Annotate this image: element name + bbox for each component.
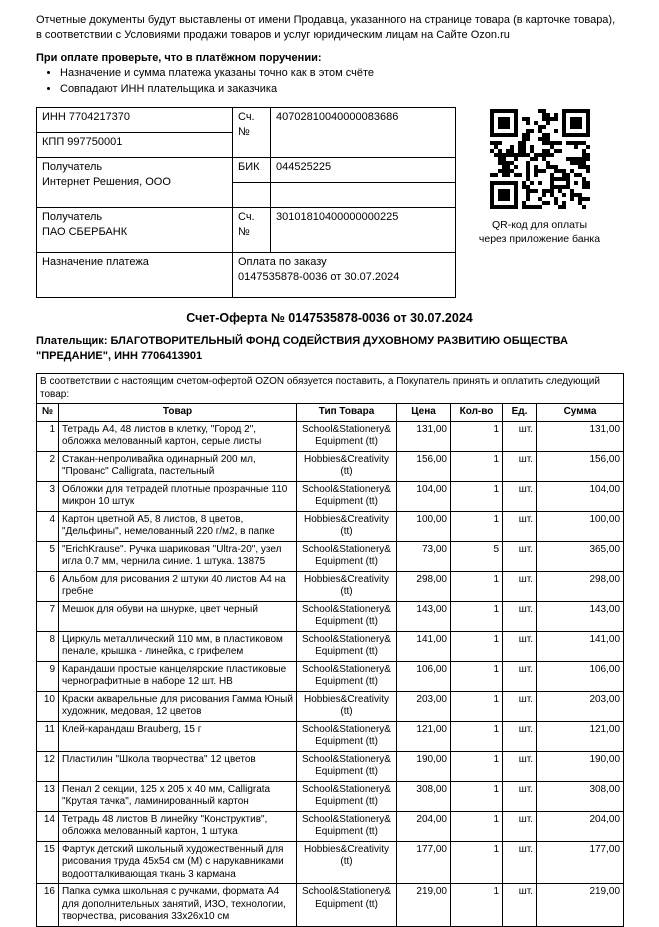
product-price-cell: 106,00 — [397, 661, 451, 691]
purpose-value — [233, 253, 456, 298]
product-sum-cell: 156,00 — [537, 451, 624, 481]
product-num-cell: 13 — [37, 781, 59, 811]
product-num-cell: 16 — [37, 884, 59, 927]
product-unit-cell: шт. — [503, 541, 537, 571]
product-sum-cell: 308,00 — [537, 781, 624, 811]
qr-caption-line-1: QR-код для оплаты — [491, 219, 588, 232]
product-unit-cell: шт. — [503, 691, 537, 721]
products-header-row — [37, 404, 624, 422]
product-num-cell: 8 — [37, 631, 59, 661]
product-sum-cell: 177,00 — [537, 841, 624, 884]
product-price-cell: 156,00 — [397, 451, 451, 481]
payee-inn: ИНН 7704217370 — [37, 108, 233, 133]
product-num-cell: 1 — [37, 421, 59, 451]
bank-details-section — [36, 107, 623, 298]
product-row — [37, 511, 624, 541]
product-type-cell: School&Stationery& Equipment (tt) — [297, 631, 397, 661]
product-row — [37, 601, 624, 631]
product-unit-cell: шт. — [503, 631, 537, 661]
product-qty-cell: 1 — [451, 451, 503, 481]
qr-code-image — [490, 109, 590, 209]
product-name-cell: Обложки для тетрадей плотные прозрачные 110 микрон 10 штук — [59, 481, 297, 511]
product-sum-cell: 106,00 — [537, 661, 624, 691]
check-item: • Совпадают ИНН плательщика и заказчика — [60, 82, 623, 97]
product-price-cell: 204,00 — [397, 811, 451, 841]
product-unit-cell: шт. — [503, 481, 537, 511]
product-num-cell: 12 — [37, 751, 59, 781]
product-name-cell: Клей-карандаш Brauberg, 15 г — [59, 721, 297, 751]
product-num-cell: 5 — [37, 541, 59, 571]
product-row — [37, 541, 624, 571]
product-unit-cell: шт. — [503, 661, 537, 691]
col-unit: Ед. — [503, 404, 537, 422]
recipient-cell — [37, 158, 233, 208]
bank-details-table — [36, 107, 456, 298]
product-num-cell: 6 — [37, 571, 59, 601]
product-unit-cell: шт. — [503, 781, 537, 811]
product-row — [37, 781, 624, 811]
product-sum-cell: 365,00 — [537, 541, 624, 571]
product-name-cell: Пенал 2 секции, 125 х 205 х 40 мм, Calligrata "Крутая тачка", ламинированный картон — [59, 781, 297, 811]
product-num-cell: 15 — [37, 841, 59, 884]
product-type-cell: School&Stationery& Equipment (tt) — [297, 481, 397, 511]
product-qty-cell: 1 — [451, 511, 503, 541]
product-qty-cell: 1 — [451, 571, 503, 601]
product-unit-cell: шт. — [503, 511, 537, 541]
product-unit-cell: шт. — [503, 811, 537, 841]
product-sum-cell: 298,00 — [537, 571, 624, 601]
product-sum-cell: 143,00 — [537, 601, 624, 631]
payment-check-list — [36, 66, 623, 97]
qr-caption-line-2: через приложение банка — [478, 233, 601, 246]
col-product-type: Тип Товара — [297, 404, 397, 422]
product-price-cell: 104,00 — [397, 481, 451, 511]
product-price-cell: 131,00 — [397, 421, 451, 451]
product-num-cell: 3 — [37, 481, 59, 511]
purpose-label: Назначение платежа — [37, 253, 233, 298]
product-num-cell: 10 — [37, 691, 59, 721]
product-qty-cell: 1 — [451, 781, 503, 811]
recipient-name: Интернет Решения, ООО — [42, 175, 171, 188]
product-sum-cell: 203,00 — [537, 691, 624, 721]
product-type-cell: School&Stationery& Equipment (tt) — [297, 811, 397, 841]
product-price-cell: 141,00 — [397, 631, 451, 661]
product-price-cell: 121,00 — [397, 721, 451, 751]
product-type-cell: School&Stationery& Equipment (tt) — [297, 721, 397, 751]
product-price-cell: 177,00 — [397, 841, 451, 884]
product-num-cell: 9 — [37, 661, 59, 691]
product-table-body — [37, 421, 624, 926]
qr-code — [490, 109, 590, 209]
account-number-1: 40702810040000083686 — [271, 108, 456, 158]
col-product: Товар — [59, 404, 297, 422]
product-unit-cell: шт. — [503, 841, 537, 884]
product-qty-cell: 1 — [451, 661, 503, 691]
product-row — [37, 691, 624, 721]
recipient-bank-label: Получатель — [42, 211, 103, 224]
product-name-cell: "ErichKrause". Ручка шариковая "Ultra-20", узел игла 0.7 мм, чернила синие. 1 штука. 13875 — [59, 541, 297, 571]
check-item: • Назначение и сумма платежа указаны точно как в этом счёте — [60, 66, 623, 81]
product-num-cell: 7 — [37, 601, 59, 631]
product-qty-cell: 1 — [451, 481, 503, 511]
product-price-cell: 73,00 — [397, 541, 451, 571]
product-price-cell: 298,00 — [397, 571, 451, 601]
product-qty-cell: 5 — [451, 541, 503, 571]
col-number: № — [37, 404, 59, 422]
product-price-cell: 308,00 — [397, 781, 451, 811]
product-row — [37, 661, 624, 691]
product-type-cell: School&Stationery& Equipment (tt) — [297, 541, 397, 571]
product-row — [37, 884, 624, 927]
product-row — [37, 571, 624, 601]
product-name-cell: Циркуль металлический 110 мм, в пластиковом пенале, крышка - линейка, с грифелем — [59, 631, 297, 661]
payment-check-title: При оплате проверьте, что в платёжном поручении: — [36, 51, 322, 64]
product-row — [37, 751, 624, 781]
product-name-cell: Стакан-непроливайка одинарный 200 мл, "Прованс" Calligrata, пастельный — [59, 451, 297, 481]
product-type-cell: School&Stationery& Equipment (tt) — [297, 421, 397, 451]
invoice-title: Счет-Оферта № 0147535878-0036 от 30.07.2024 — [186, 311, 473, 326]
product-qty-cell: 1 — [451, 811, 503, 841]
product-name-cell: Картон цветной А5, 8 листов, 8 цветов, "Дельфины", немелованный 220 г/м2, в папке — [59, 511, 297, 541]
products-table — [36, 373, 624, 927]
account-number-2: 30101810400000000225 — [271, 208, 456, 253]
product-name-cell: Тетрадь 48 листов В линейку "Конструктив", обложка мелованный картон, 1 штука — [59, 811, 297, 841]
product-qty-cell: 1 — [451, 841, 503, 884]
product-unit-cell: шт. — [503, 751, 537, 781]
bik-label: БИК — [233, 158, 271, 183]
product-name-cell: Альбом для рисования 2 штуки 40 листов А4 на гребне — [59, 571, 297, 601]
empty-cell — [271, 183, 456, 208]
product-type-cell: Hobbies&Creativity (tt) — [297, 571, 397, 601]
purpose-line-1: Оплата по заказу — [238, 256, 327, 269]
product-row — [37, 841, 624, 884]
products-table-head — [37, 374, 624, 422]
product-qty-cell: 1 — [451, 421, 503, 451]
product-type-cell: Hobbies&Creativity (tt) — [297, 451, 397, 481]
intro-paragraph: Отчетные документы будут выставлены от имени Продавца, указанного на странице товара (в карточке товара), в соответствии с Условиями продажи товаров и услуг юридическим лицам на Сайте Ozon.ru — [36, 14, 616, 41]
product-type-cell: Hobbies&Creativity (tt) — [297, 691, 397, 721]
product-num-cell: 11 — [37, 721, 59, 751]
product-name-cell: Фартук детский школьный художественный для рисования труда 45х54 см (М) с нарукавниками водоотталкивающая ткань 3 кармана — [59, 841, 297, 884]
product-row — [37, 721, 624, 751]
empty-cell — [233, 183, 271, 208]
payee-kpp: КПП 997750001 — [37, 133, 233, 158]
payer-line: Плательщик: БЛАГОТВОРИТЕЛЬНЫЙ ФОНД СОДЕЙСТВИЯ ДУХОВНОМУ РАЗВИТИЮ ОБЩЕСТВА "ПРЕДАНИЕ", ИНН 7706413901 — [36, 335, 568, 363]
product-sum-cell: 219,00 — [537, 884, 624, 927]
product-price-cell: 219,00 — [397, 884, 451, 927]
product-name-cell: Пластилин "Школа творчества" 12 цветов — [59, 751, 297, 781]
product-sum-cell: 190,00 — [537, 751, 624, 781]
product-unit-cell: шт. — [503, 451, 537, 481]
col-sum: Сумма — [537, 404, 624, 422]
product-type-cell: School&Stationery& Equipment (tt) — [297, 661, 397, 691]
product-qty-cell: 1 — [451, 601, 503, 631]
product-num-cell: 2 — [37, 451, 59, 481]
product-qty-cell: 1 — [451, 884, 503, 927]
product-sum-cell: 100,00 — [537, 511, 624, 541]
product-row — [37, 421, 624, 451]
product-price-cell: 190,00 — [397, 751, 451, 781]
product-type-cell: School&Stationery& Equipment (tt) — [297, 884, 397, 927]
product-price-cell: 143,00 — [397, 601, 451, 631]
bik-value: 044525225 — [271, 158, 456, 183]
product-type-cell: School&Stationery& Equipment (tt) — [297, 751, 397, 781]
product-row — [37, 631, 624, 661]
product-sum-cell: 121,00 — [537, 721, 624, 751]
product-qty-cell: 1 — [451, 691, 503, 721]
product-sum-cell: 141,00 — [537, 631, 624, 661]
product-sum-cell: 131,00 — [537, 421, 624, 451]
product-qty-cell: 1 — [451, 631, 503, 661]
product-name-cell: Папка сумка школьная с ручками, формата А4 для дополнительных занятий, ИЗО, технологии, творчества, рисования 33х26х10 см — [59, 884, 297, 927]
qr-block — [456, 107, 623, 246]
purpose-line-2: 0147535878-0036 от 30.07.2024 — [238, 270, 400, 283]
product-unit-cell: шт. — [503, 601, 537, 631]
product-sum-cell: 104,00 — [537, 481, 624, 511]
product-type-cell: Hobbies&Creativity (tt) — [297, 511, 397, 541]
product-unit-cell: шт. — [503, 884, 537, 927]
col-price: Цена — [397, 404, 451, 422]
col-quantity: Кол-во — [451, 404, 503, 422]
recipient-bank-name: ПАО СБЕРБАНК — [42, 225, 128, 238]
product-name-cell: Мешок для обуви на шнурке, цвет черный — [59, 601, 297, 631]
product-name-cell: Карандаши простые канцелярские пластиковые чернографитные в наборе 12 шт. НВ — [59, 661, 297, 691]
product-name-cell: Краски акварельные для рисования Гамма Юный художник, медовая, 12 цветов — [59, 691, 297, 721]
product-row — [37, 451, 624, 481]
product-sum-cell: 204,00 — [537, 811, 624, 841]
product-qty-cell: 1 — [451, 751, 503, 781]
account-label-1: Сч.№ — [233, 108, 271, 158]
product-row — [37, 811, 624, 841]
account-label-2: Сч.№ — [233, 208, 271, 253]
recipient-label: Получатель — [42, 161, 103, 174]
product-type-cell: Hobbies&Creativity (tt) — [297, 841, 397, 884]
qr-caption — [479, 219, 600, 246]
product-num-cell: 4 — [37, 511, 59, 541]
table-intro-cell: В соответствии с настоящим счетом-офертой OZON обязуется поставить, а Покупатель принять и оплатить следующий товар: — [37, 374, 624, 404]
product-unit-cell: шт. — [503, 721, 537, 751]
product-num-cell: 14 — [37, 811, 59, 841]
product-price-cell: 100,00 — [397, 511, 451, 541]
product-type-cell: School&Stationery& Equipment (tt) — [297, 601, 397, 631]
product-name-cell: Тетрадь А4, 48 листов в клетку, "Город 2", обложка мелованный картон, серые листы — [59, 421, 297, 451]
product-price-cell: 203,00 — [397, 691, 451, 721]
product-unit-cell: шт. — [503, 571, 537, 601]
product-row — [37, 481, 624, 511]
product-type-cell: School&Stationery& Equipment (tt) — [297, 781, 397, 811]
recipient-bank-cell — [37, 208, 233, 253]
product-qty-cell: 1 — [451, 721, 503, 751]
product-unit-cell: шт. — [503, 421, 537, 451]
